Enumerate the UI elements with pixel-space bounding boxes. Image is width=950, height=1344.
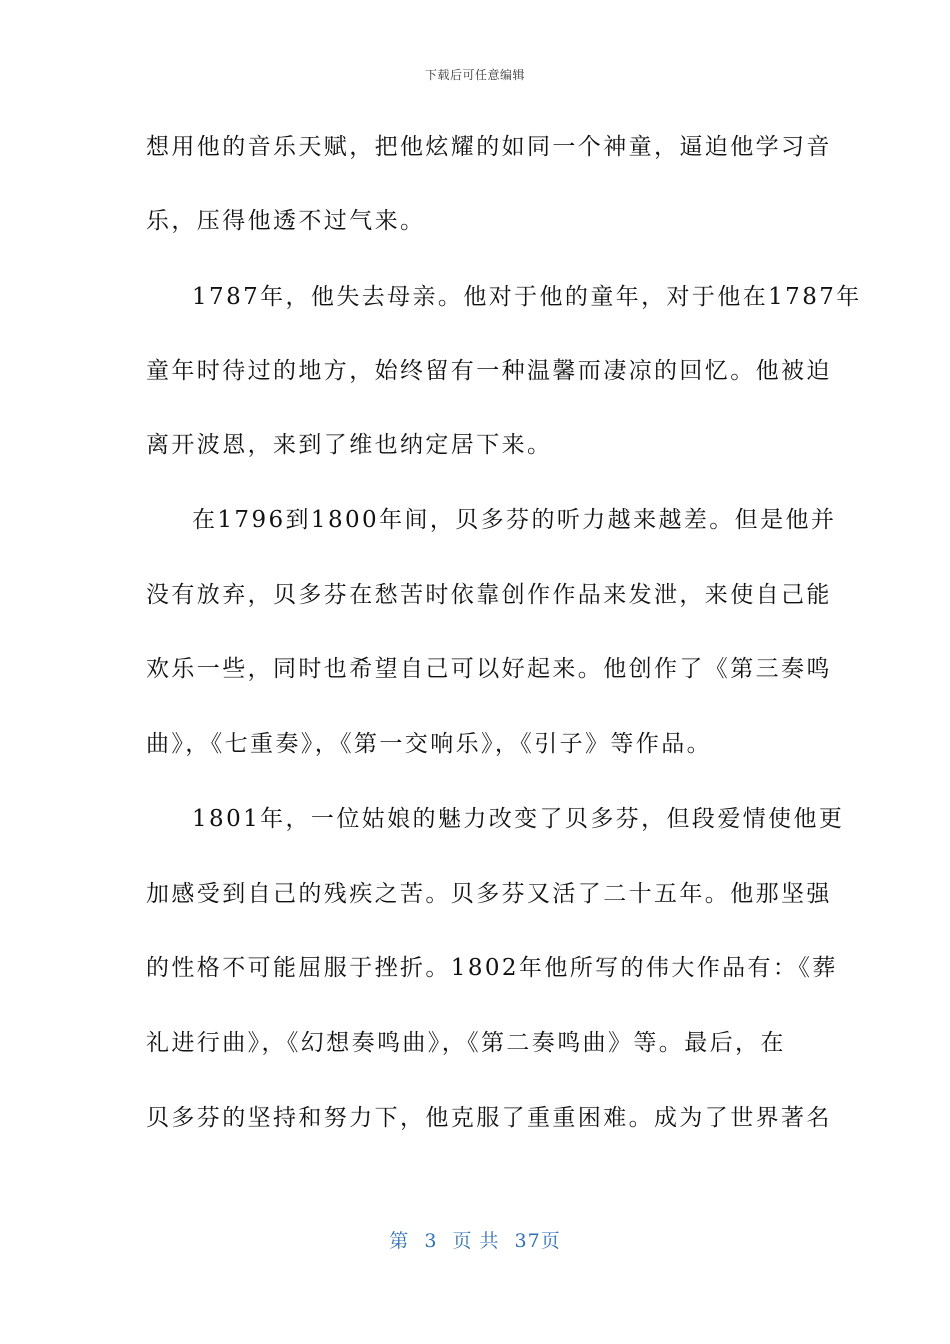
text-line: 1801年，一位姑娘的魅力改变了贝多芬，但段爱情使他更	[192, 806, 845, 832]
page-footer	[0, 1226, 950, 1253]
text-line: 礼进行曲》，《幻想奏鸣曲》，《第二奏鸣曲》等。最后，在	[146, 1030, 786, 1056]
text-line: 没有放弃，贝多芬在愁苦时依靠创作作品来发泄，来使自己能	[146, 582, 832, 608]
text-line: 想用他的音乐天赋，把他炫耀的如同一个神童，逼迫他学习音	[146, 134, 832, 160]
text-line: 离开波恩，来到了维也纳定居下来。	[146, 432, 553, 458]
text-line: 在1796到1800年间，贝多芬的听力越来越差。但是他并	[192, 507, 837, 533]
text-line: 的性格不可能屈服于挫折。1802年他所写的伟大作品有：《葬	[146, 955, 838, 981]
footer-total: 37页	[514, 1230, 561, 1252]
text-line: 贝多芬的坚持和努力下，他克服了重重困难。成为了世界著名	[146, 1105, 832, 1131]
text-line: 欢乐一些，同时也希望自己可以好起来。他创作了《第三奏鸣	[146, 656, 832, 682]
text-line: 加感受到自己的残疾之苦。贝多芬又活了二十五年。他那坚强	[146, 881, 832, 907]
text-line: 1787年，他失去母亲。他对于他的童年，对于他在1787年	[192, 284, 862, 310]
footer-page-number: 3	[424, 1230, 438, 1252]
footer-prefix: 第	[389, 1230, 410, 1252]
header-note: 下载后可任意编辑	[424, 68, 525, 82]
text-line: 童年时待过的地方，始终留有一种温馨而凄凉的回忆。他被迫	[146, 358, 832, 384]
footer-middle: 页 共	[452, 1230, 500, 1252]
text-line: 乐，压得他透不过气来。	[146, 208, 426, 234]
text-line: 曲》，《七重奏》，《第一交响乐》，《引子》等作品。	[146, 731, 712, 757]
